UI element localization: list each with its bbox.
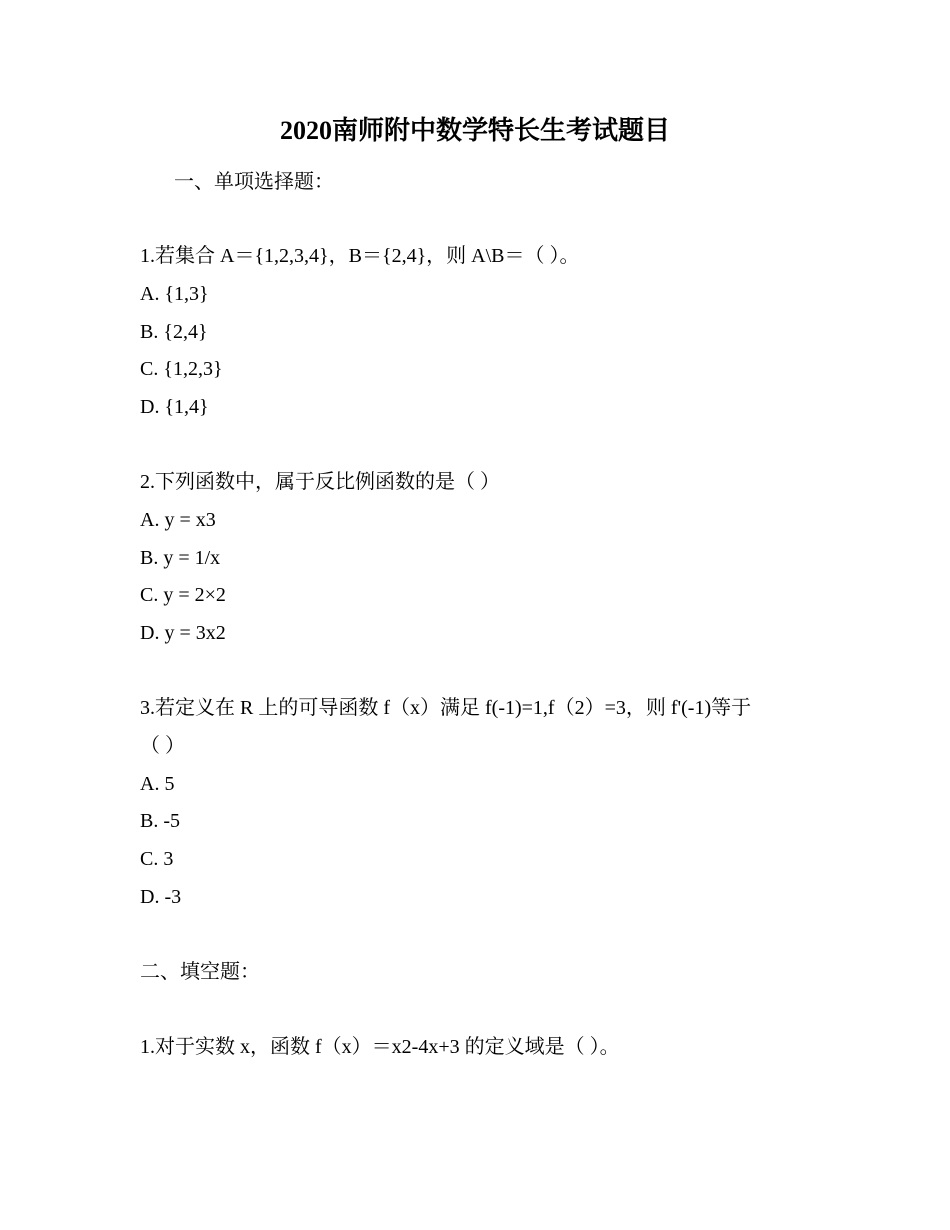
answer-option: D. -3 bbox=[140, 886, 182, 908]
answer-option: A. 5 bbox=[140, 773, 175, 795]
answer-option: D. {1,4} bbox=[140, 396, 209, 418]
question-stem-continuation: （ ） bbox=[140, 735, 185, 757]
section-heading-single-choice: 一、单项选择题： bbox=[174, 171, 334, 193]
question-stem: 3.若定义在 R 上的可导函数 f（x）满足 f(-1)=1,f（2）=3，则 f'(-1)等于 bbox=[140, 697, 752, 719]
answer-option: A. {1,3} bbox=[140, 283, 209, 305]
answer-option: C. 3 bbox=[140, 848, 174, 870]
answer-option: B. y = 1/x bbox=[140, 547, 221, 569]
section-heading-fill-blank: 二、填空题： bbox=[140, 961, 260, 983]
answer-option: D. y = 3x2 bbox=[140, 622, 226, 644]
answer-option: B. {2,4} bbox=[140, 321, 208, 343]
question-stem: 1.对于实数 x，函数 f（x）＝x2-4x+3 的定义域是（ ）。 bbox=[140, 1036, 620, 1058]
question-stem: 1.若集合 A＝{1,2,3,4}，B＝{2,4}，则 A\B＝（ ）。 bbox=[140, 245, 580, 267]
answer-option: B. -5 bbox=[140, 810, 180, 832]
document-title: 2020南师附中数学特长生考试题目 bbox=[279, 116, 670, 145]
question-stem: 2.下列函数中，属于反比例函数的是（ ） bbox=[140, 471, 500, 493]
answer-option: C. y = 2×2 bbox=[140, 584, 226, 606]
answer-option: C. {1,2,3} bbox=[140, 358, 223, 380]
answer-option: A. y = x3 bbox=[140, 509, 216, 531]
